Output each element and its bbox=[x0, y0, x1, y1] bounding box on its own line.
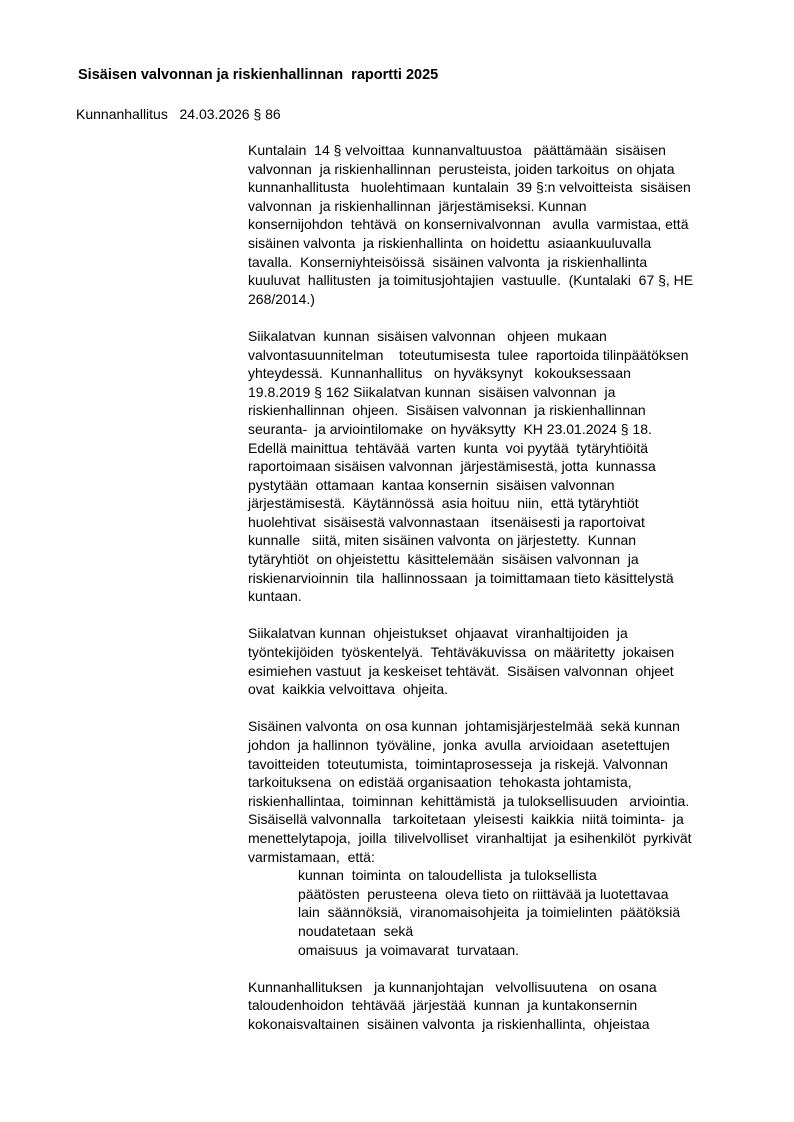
text-line: 268/2014.) bbox=[248, 290, 315, 307]
text-line: kokonaisvaltainen sisäinen valvonta ja riskienhallinta, ohjeistaa bbox=[248, 1015, 650, 1032]
list-item: lain säännöksiä, viranomaisohjeita ja toimielinten päätöksiä bbox=[298, 904, 681, 921]
paragraph bbox=[248, 717, 768, 959]
text-line: johdon ja hallinnon työväline, jonka avulla arvioidaan asetettujen bbox=[248, 737, 670, 753]
text-line: valvontasuunnitelman toteutumisesta tulee raportoida tilinpäätöksen bbox=[248, 346, 689, 363]
text-line: menettelytapoja, joilla tilivelvolliset viranhaltijat ja esihenkilöt pyrkivät bbox=[248, 829, 692, 846]
text-line: Edellä mainittua tehtävää varten kunta voi pyytää tytäryhtiöitä bbox=[248, 439, 648, 456]
text-line: ovat kaikkia velvoittava ohjeita. bbox=[248, 681, 448, 698]
text-line: esimiehen vastuut ja keskeiset tehtävät. Sisäisen valvonnan ohjeet bbox=[248, 662, 674, 679]
text-line: valvonnan ja riskienhallinnan perusteista, joiden tarkoitus on ohjata bbox=[248, 160, 675, 177]
paragraph bbox=[248, 978, 768, 1034]
text-line: kunnalle siitä, miten sisäinen valvonta on järjestetty. Kunnan bbox=[248, 532, 637, 549]
text-line: seuranta- ja arviointilomake on hyväksytty KH 23.01.2024 § 18. bbox=[248, 420, 652, 437]
text-line: kuuluvat hallitusten ja toimitusjohtajien vastuulle. (Kuntalaki 67 §, HE bbox=[248, 272, 694, 289]
paragraph bbox=[248, 624, 768, 698]
paragraph bbox=[248, 141, 768, 308]
list-item: noudatetaan sekä bbox=[298, 922, 414, 939]
text-line: varmistamaan, että: bbox=[248, 848, 375, 865]
text-line: riskienhallintaa, toiminnan kehittämistä ja tuloksellisuuden arviointia. bbox=[248, 792, 690, 809]
text-line: riskienhallinnan ohjeen. Sisäisen valvonnan ja riskienhallinnan bbox=[248, 402, 646, 419]
text-line: pystytään ottamaan kantaa konsernin sisäisen valvonnan bbox=[248, 476, 615, 493]
text-line: Siikalatvan kunnan sisäisen valvonnan ohjeen mukaan bbox=[248, 327, 607, 344]
text-line: tavalla. Konserniyhteisöissä sisäinen valvonta ja riskienhallinta bbox=[248, 253, 648, 270]
text-line: tavoitteiden toteutumista, toimintaprosesseja ja riskejä. Valvonnan bbox=[248, 755, 668, 772]
text-line: tytäryhtiöt on ohjeistettu käsittelemään sisäisen valvonnan ja bbox=[248, 551, 639, 568]
text-line: valvonnan ja riskienhallinnan järjestämiseksi. Kunnan bbox=[248, 197, 587, 214]
text-line: Kuntalain 14 § velvoittaa kunnanvaltuustoa päättämään sisäisen bbox=[248, 142, 666, 158]
text-line: huolehtivat sisäisestä valvonnastaan itsenäisesti ja raportoivat bbox=[248, 513, 645, 530]
text-line: Sisäinen valvonta on osa kunnan johtamisjärjestelmää sekä kunnan bbox=[248, 718, 680, 735]
meeting-reference: Kunnanhallitus 24.03.2026 § 86 bbox=[76, 106, 281, 122]
text-line: raportoimaan sisäisen valvonnan järjestämisestä, jotta kunnassa bbox=[248, 458, 656, 475]
text-line: yhteydessä. Kunnanhallitus on hyväksynyt kokouksessaan bbox=[248, 365, 631, 382]
list-item: päätösten perusteena oleva tieto on riittävää ja luotettavaa bbox=[298, 885, 669, 902]
text-line: Siikalatvan kunnan ohjeistukset ohjaavat viranhaltijoiden ja bbox=[248, 625, 628, 642]
text-line: työntekijöiden työskentelyä. Tehtäväkuvissa on määritetty jokaisen bbox=[248, 644, 675, 661]
text-line: järjestämisestä. Käytännössä asia hoituu niin, että tytäryhtiöt bbox=[248, 495, 639, 512]
text-line: Sisäisellä valvonnalla tarkoitetaan yleisesti kaikkia niitä toiminta- ja bbox=[248, 811, 684, 828]
document-body bbox=[248, 141, 768, 1052]
text-line: 19.8.2019 § 162 Siikalatvan kunnan sisäisen valvonnan ja bbox=[248, 383, 616, 400]
text-line: Kunnanhallituksen ja kunnanjohtajan velvollisuutena on osana bbox=[248, 978, 657, 995]
text-line: konsernijohdon tehtävä on konsernivalvonnan avulla varmistaa, että bbox=[248, 216, 689, 233]
text-line: taloudenhoidon tehtävää järjestää kunnan ja kuntakonsernin bbox=[248, 997, 638, 1014]
text-line: kuntaan. bbox=[248, 588, 302, 605]
text-line: riskienarvioinnin tila hallinnossaan ja toimittamaan tieto käsittelystä bbox=[248, 569, 674, 586]
text-line: tarkoituksena on edistää organisaation tehokasta johtamista, bbox=[248, 774, 632, 791]
text-line: kunnanhallitusta huolehtimaan kuntalain 39 §:n velvoitteista sisäisen bbox=[248, 179, 691, 196]
list-item: kunnan toiminta on taloudellista ja tuloksellista bbox=[298, 867, 597, 884]
text-line: sisäinen valvonta ja riskienhallinta on hoidettu asiaankuuluvalla bbox=[248, 234, 652, 251]
paragraph bbox=[248, 327, 768, 606]
list-item: omaisuus ja voimavarat turvataan. bbox=[298, 941, 519, 958]
document-title: Sisäisen valvonnan ja riskienhallinnan raportti 2025 bbox=[78, 67, 439, 83]
